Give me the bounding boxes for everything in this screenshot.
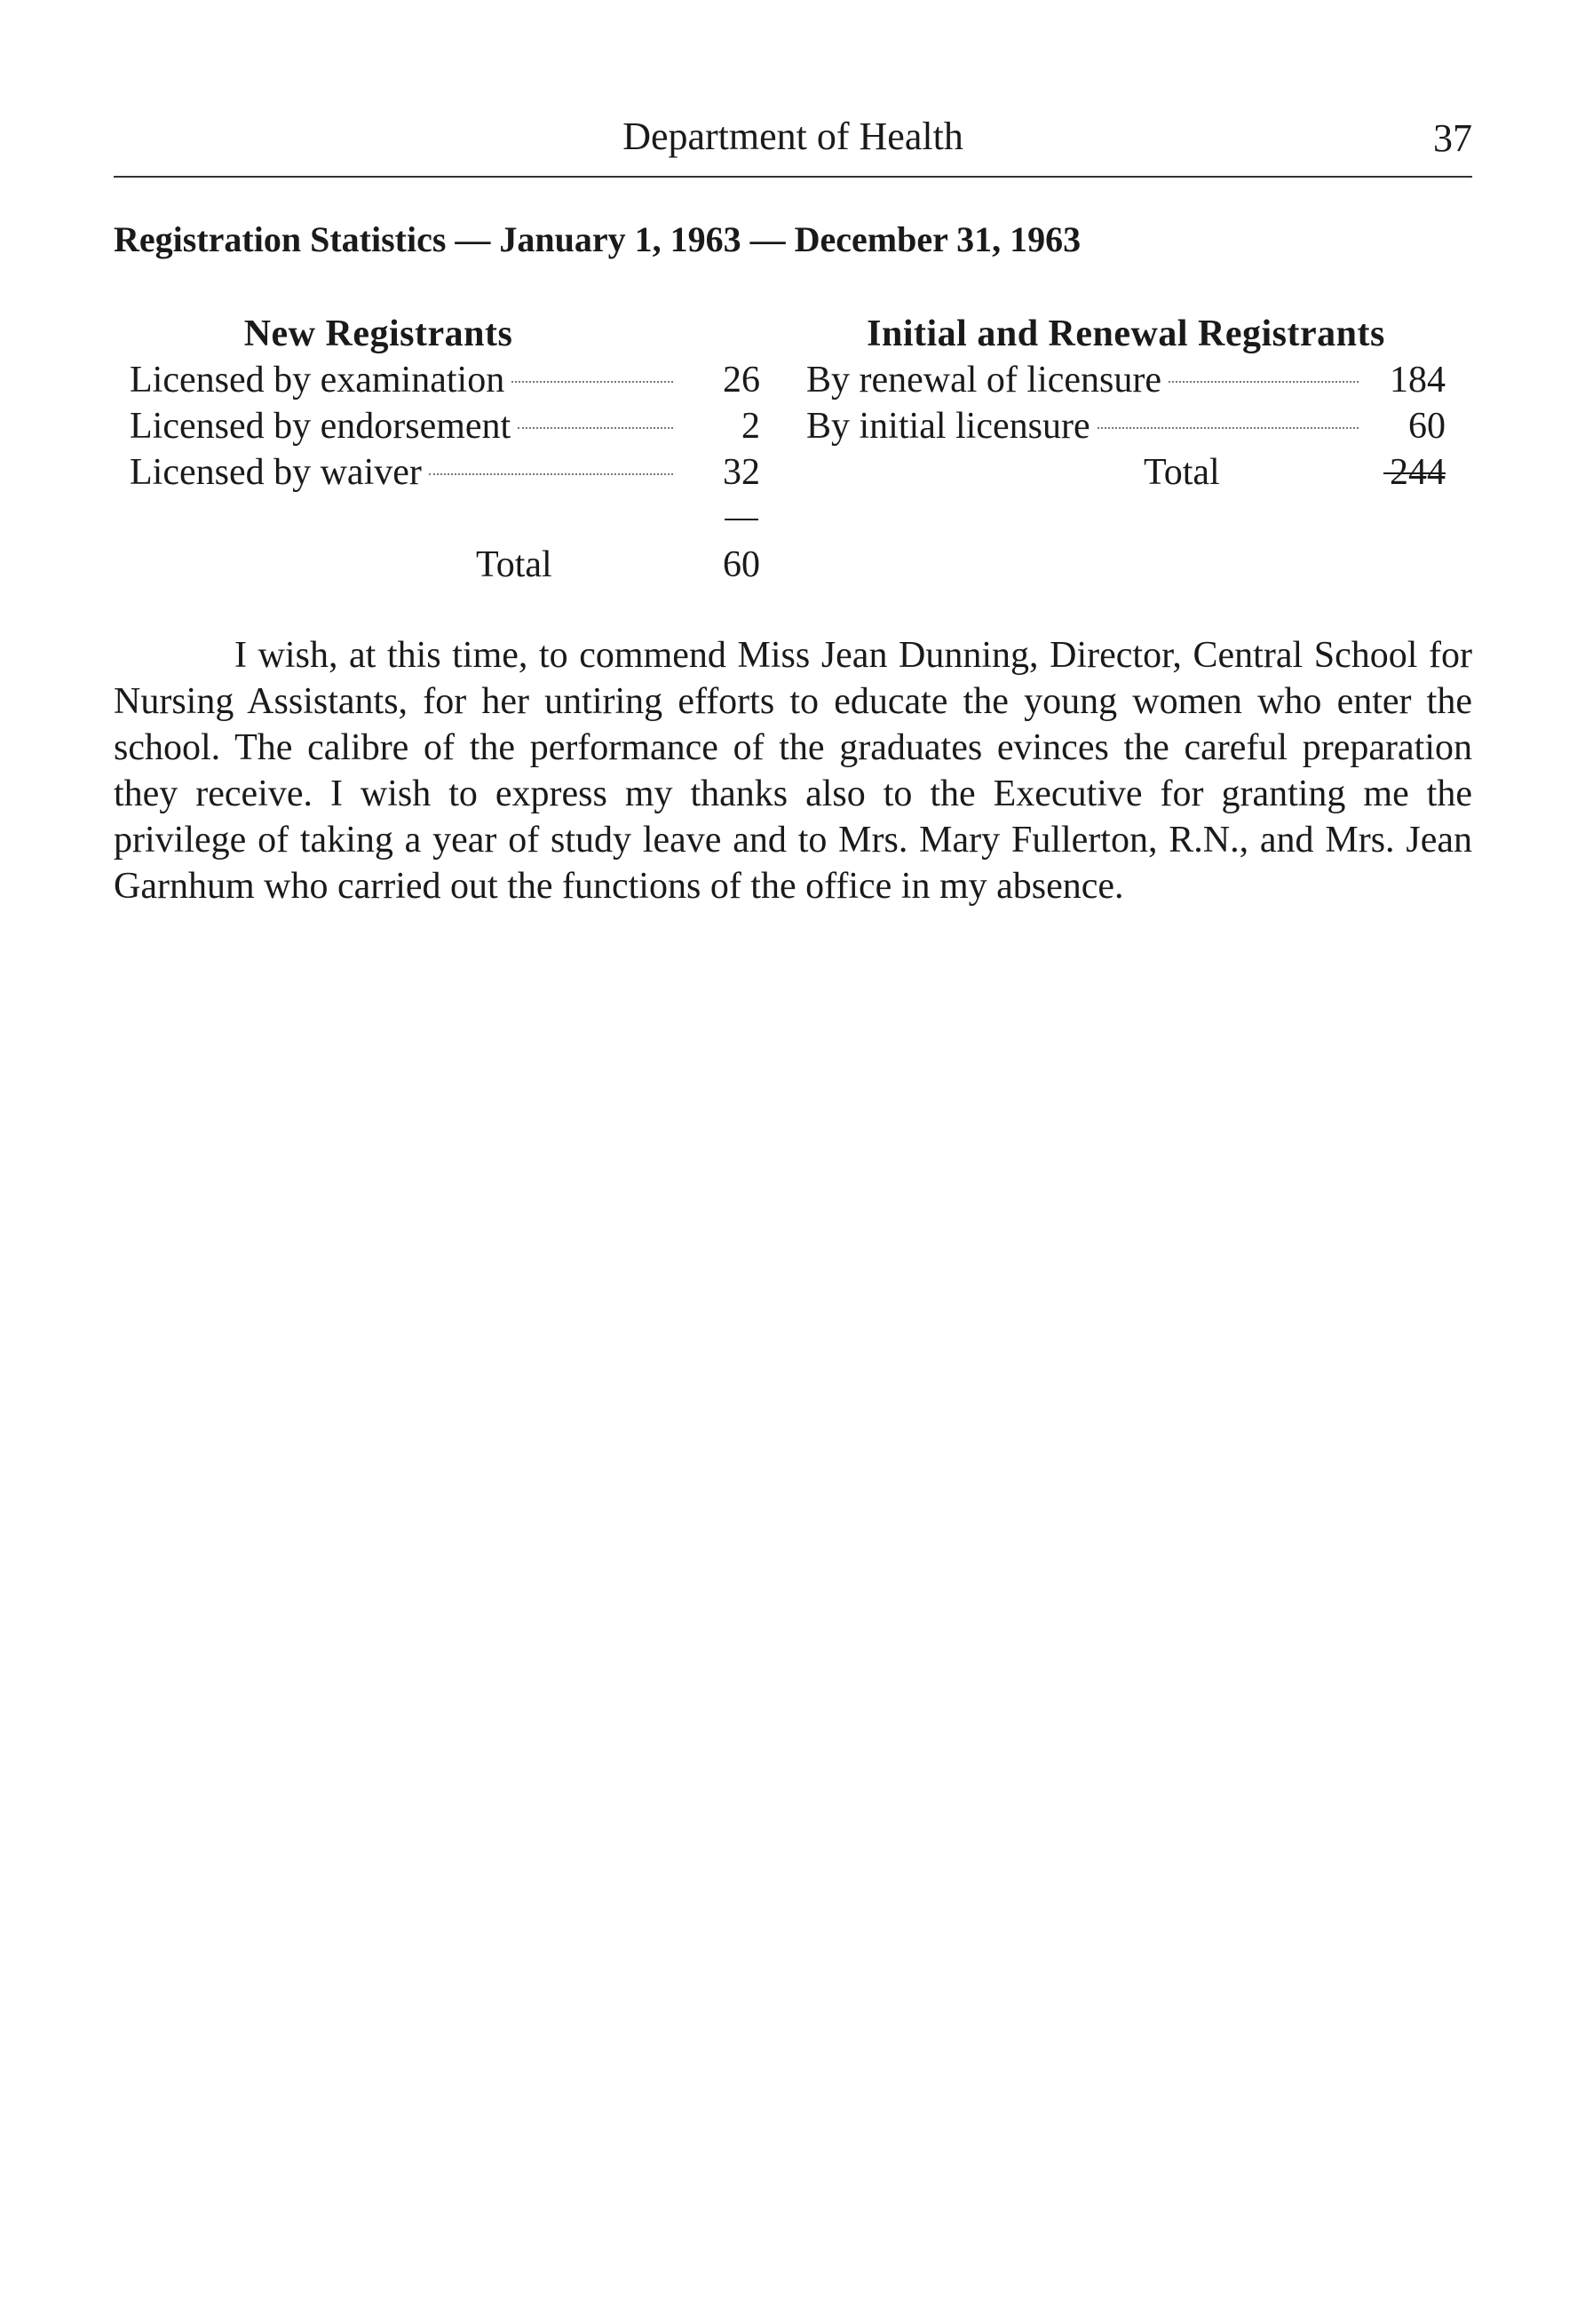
row-label: Licensed by examination xyxy=(130,360,505,401)
total-value: 244 xyxy=(1390,452,1446,493)
total-label: Total xyxy=(1144,452,1220,493)
dot-leader xyxy=(429,473,673,475)
sum-rule-row xyxy=(130,496,769,542)
row-value: 32 xyxy=(723,452,760,493)
running-title: Department of Health xyxy=(622,115,963,158)
table-row xyxy=(806,403,1446,449)
row-label: By renewal of licensure xyxy=(806,360,1162,401)
new-registrants-table xyxy=(130,311,769,588)
dot-leader xyxy=(518,427,673,429)
table-row xyxy=(130,449,769,496)
page-number: 37 xyxy=(1433,116,1472,160)
sum-rule xyxy=(725,519,758,520)
row-label: Licensed by endorsement xyxy=(130,406,511,447)
dot-leader xyxy=(511,381,673,383)
initial-renewal-table xyxy=(806,311,1446,496)
row-value: 2 xyxy=(741,406,760,447)
row-label: Licensed by waiver xyxy=(130,452,422,493)
body-paragraph: I wish, at this time, to commend Miss Jean Dunning, Director, Central School for Nursing Assistants, for her untiring efforts to educate the young women who enter the school. The calibre of the performance of the graduates evinces the careful preparation they receive. I wish to express my thanks also to the Executive for granting me the privilege of taking a year of study leave and to Mrs. Mary Fullerton, R.N., and Mrs. Jean Garnhum who carried out the functions of the office in my absence. xyxy=(114,635,1472,907)
dot-leader xyxy=(1169,381,1359,383)
row-label: By initial licensure xyxy=(806,406,1090,447)
total-row xyxy=(130,542,769,588)
table-row xyxy=(130,403,769,449)
dot-leader xyxy=(1098,427,1359,429)
table-row xyxy=(130,357,769,403)
total-value: 60 xyxy=(723,544,760,585)
initial-renewal-heading: Initial and Renewal Registrants xyxy=(867,313,1385,354)
table-row xyxy=(806,357,1446,403)
row-value: 60 xyxy=(1408,406,1446,447)
stats-title: Registration Statistics — January 1, 1963 — December 31, 1963 xyxy=(114,219,1082,259)
total-label: Total xyxy=(476,544,552,585)
new-registrants-heading: New Registrants xyxy=(243,313,513,354)
row-value: 184 xyxy=(1390,360,1446,401)
page-header xyxy=(114,105,1472,178)
row-value: 26 xyxy=(723,360,760,401)
total-row xyxy=(806,449,1446,496)
